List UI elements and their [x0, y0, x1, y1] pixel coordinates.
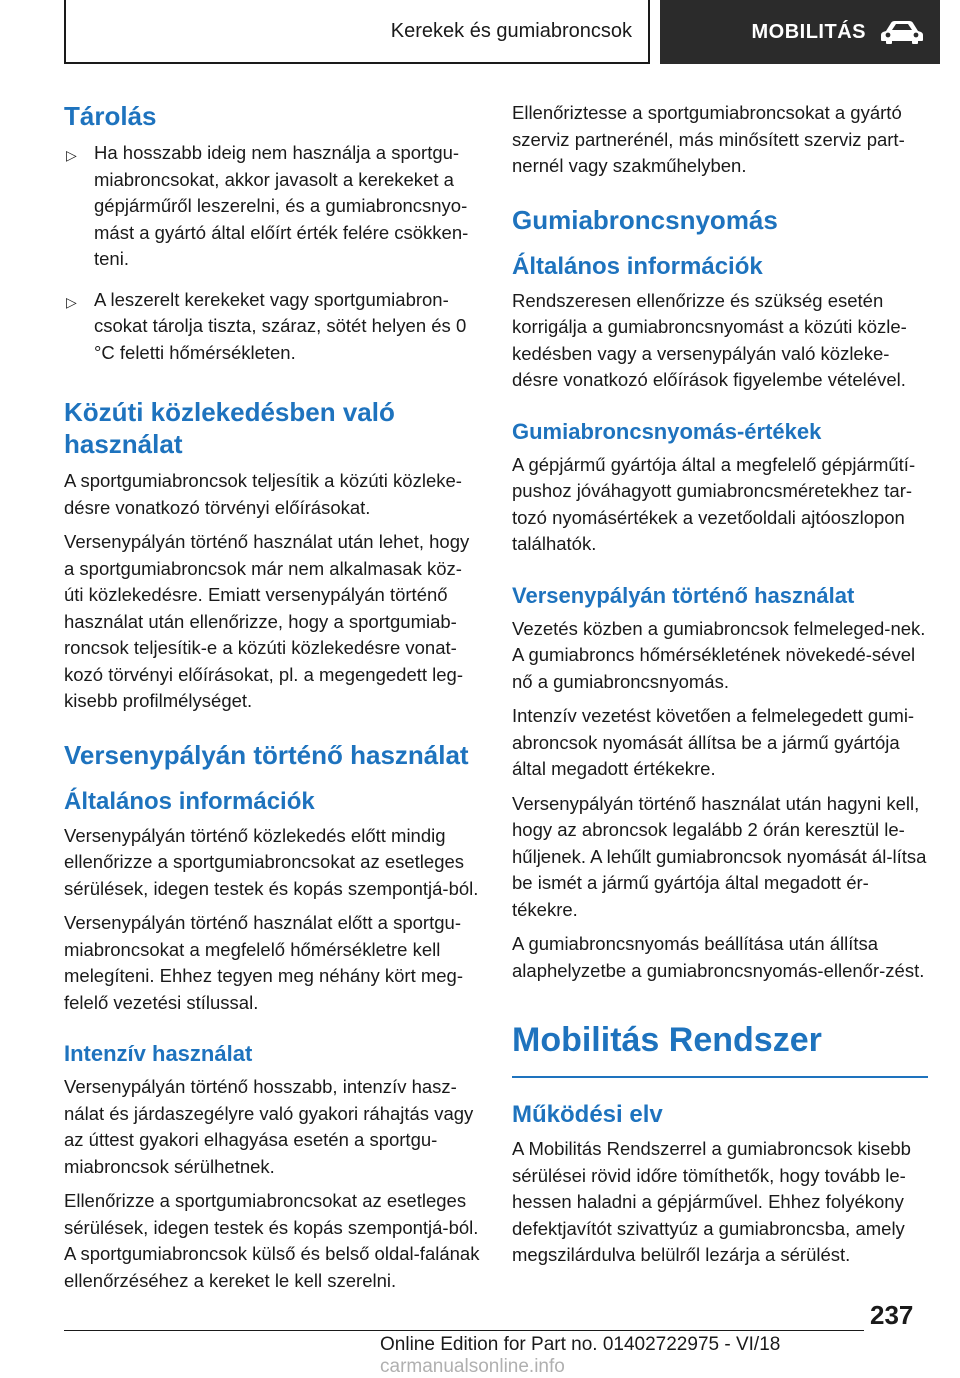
- chapter-title: Kerekek és gumiabroncsok: [390, 19, 632, 42]
- storage-heading: Tárolás: [64, 101, 157, 131]
- paragraph: Versenypályán történő közlekedés előtt mindig ellenőrizze a sportgumiabroncsokat az esetleges sérülések, idegen testek és kopás szempontjá-ból.: [64, 824, 479, 899]
- paragraph: Vezetés közben a gumiabroncsok felmeleged-nek. A gumiabroncs hőmérsékletének növekedé-sével nő a gumiabroncsnyomás.: [512, 617, 926, 692]
- triangle-bullet-icon: ▷: [66, 147, 77, 163]
- operating-principle-heading: Működési elv: [512, 1101, 663, 1128]
- paragraph: Rendszeresen ellenőrizze és szükség esetén korrigálja a gumiabroncsnyomást a közúti közle-kedésben vagy a versenypályán való közleke-désre vonatkozó előírások figyelembe vételével.: [512, 289, 907, 390]
- general-info-heading: Általános információk: [64, 787, 315, 815]
- right-column: [512, 100, 928, 1277]
- paragraph: Versenypályán történő használat előtt a sportgu-miabroncsokat a megfelelő hőmérsékletre kell melegíteni. Ehhez tegyen meg néhány kört meg-felelő vezetési stílussal.: [64, 912, 464, 1013]
- watermark-text: carmanualsonline.info: [380, 1356, 565, 1377]
- list-item: [64, 140, 480, 273]
- general-info-heading: Általános információk: [512, 252, 763, 280]
- track-use-heading: Versenypályán történő használat: [512, 582, 855, 608]
- list-item-text: A leszerelt kerekeket vagy sportgumiabron-csokat tárolja tiszta, száraz, sötét helyen és 0 °C feletti hőmérsékleten.: [94, 288, 467, 363]
- paragraph: Versenypályán történő használat után hagyni kell, hogy az abroncsok legalább 2 órán keresztül le-hűljenek. A lehűlt gumiabroncsok nyomását ál-lítsa be ismét a jármű gyártója által megadott ér-tékekre.: [512, 792, 927, 920]
- footer-divider: [64, 1330, 864, 1331]
- car-icon: [880, 19, 924, 45]
- paragraph: Intenzív vezetést követően a felmelegedett gumi-abroncsok nyomását állítsa be a jármű gyártója által megadott értékekre.: [512, 705, 915, 779]
- section-title: MOBILITÁS: [751, 20, 866, 43]
- track-use-heading: Versenypályán történő használat: [64, 739, 469, 770]
- footer-edition: [380, 1334, 960, 1378]
- paragraph: A gépjármű gyártója által a megfelelő gépjárműtí-pushoz jóváhagyott gumiabroncsméretekhez tar-tozó nyomásértékek a vezetőoldali ajtóoszlopon találhatók.: [512, 453, 916, 554]
- triangle-bullet-icon: ▷: [66, 293, 77, 310]
- chapter-header: [64, 0, 650, 64]
- pressure-values-heading: Gumiabroncsnyomás-értékek: [512, 418, 822, 444]
- edition-text: Online Edition for Part no. 01402722975 - VI/18: [380, 1334, 781, 1355]
- intensive-use-heading: Intenzív használat: [64, 1041, 253, 1066]
- left-column: [64, 100, 480, 1302]
- page-number: 237: [870, 1300, 914, 1330]
- road-use-heading: Közúti közlekedésben való használat: [64, 397, 395, 459]
- paragraph: A gumiabroncsnyomás beállítása után állítsa alaphelyzetbe a gumiabroncsnyomás-ellenőr-zést.: [512, 933, 925, 981]
- mobility-system-heading: Mobilitás Rendszer: [512, 1018, 928, 1078]
- paragraph: Versenypályán történő használat után lehet, hogy a sportgumiabroncsok már nem alkalmasak köz-úti közlekedésre. Emiatt versenypályán történő használat után ellenőrizze, hogy a sportgumiab-roncsok teljesítik-e a közúti közlekedésre vonat-kozó törvényi előírásokat, pl. a megengedett leg-kisebb profilmélységet.: [64, 531, 470, 711]
- tire-pressure-heading: Gumiabroncsnyomás: [512, 204, 778, 235]
- paragraph: A sportgumiabroncsok teljesítik a közúti közleke-désre vonatkozó törvényi előírásokat.: [64, 470, 462, 518]
- paragraph: Ellenőrizze a sportgumiabroncsokat az esetleges sérülések, idegen testek és kopás szempontjá-ból. A sportgumiabroncsok külső és belső oldal-falának ellenőrzéséhez a kereket le kell szerelni.: [64, 1190, 480, 1291]
- paragraph: A Mobilitás Rendszerrel a gumiabroncsok kisebb sérülései rövid időre tömíthetők, hogy tovább le-hessen haladni a gépjárművel. Ehhez folyékony defektjavítót szivattyúz a gumiabroncsba, amely megszilárdulva belülről lezárja a sérülést.: [512, 1138, 911, 1265]
- paragraph: Ellenőriztesse a sportgumiabroncsokat a gyártó szerviz partnerénél, más minősített szerviz part-nernél vagy szakműhelyben.: [512, 102, 905, 176]
- list-item-text: Ha hosszabb ideig nem használja a sportgu-miabroncsokat, akkor javasolt a kerekeket a gépjárműről leszerelni, és a gumiabroncsnyo-mást a gyártó által előírt érték felére csökken-teni.: [94, 142, 469, 269]
- section-header: [660, 0, 940, 64]
- storage-list: [64, 140, 480, 366]
- paragraph: Versenypályán történő hosszabb, intenzív hasz-nálat és járdaszegélyre való gyakori ráhajtás vagy az úttest gyakori elhagyása esetén a sportgu-miabroncsok sérülhetnek.: [64, 1076, 474, 1177]
- list-item: [64, 287, 480, 367]
